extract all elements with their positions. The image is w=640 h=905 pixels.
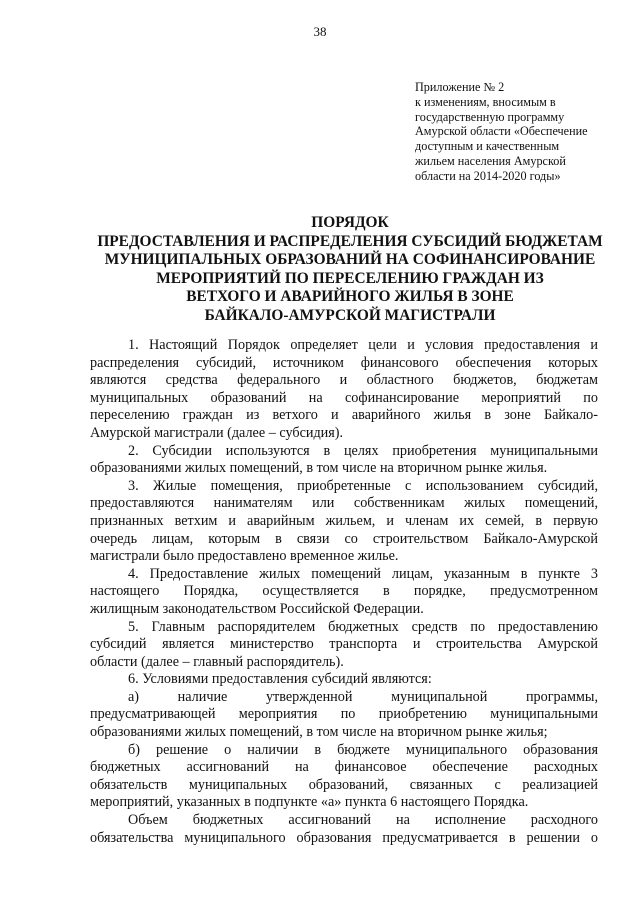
appendix-line: Приложение № 2 (415, 80, 505, 94)
title-line: БАЙКАЛО-АМУРСКОЙ МАГИСТРАЛИ (204, 306, 496, 324)
appendix-note (415, 80, 605, 184)
appendix-line: к изменениям, вносимым в (415, 94, 556, 109)
appendix-line: Амурской области «Обеспечение (415, 124, 588, 139)
body-line: признанных ветхим и аварийным жильем, и членам их семей, в первую (90, 512, 598, 529)
title-line: МЕРОПРИЯТИЙ ПО ПЕРЕСЕЛЕНИЮ ГРАЖДАН ИЗ (156, 269, 544, 287)
title-line: ВЕТХОГО И АВАРИЙНОГО ЖИЛЬЯ В ЗОНЕ (186, 288, 514, 306)
body-line: а) наличие утвержденной муниципальной программы, (128, 688, 598, 705)
body-line: 6. Условиями предоставления субсидий являются: (128, 671, 432, 688)
body-line: образованиями жилых помещений, в том числе на вторичном рынке жилья. (90, 460, 548, 477)
page-number: 38 (313, 24, 327, 39)
body-line: магистрали было предоставлено временное жилье. (90, 548, 399, 565)
body-line: б) решение о наличии в бюджете муниципального образования (128, 741, 598, 758)
document-title (60, 214, 640, 326)
appendix-line: жильем населения Амурской (415, 153, 566, 168)
appendix-line: доступным и качественным (415, 139, 560, 154)
appendix-line: государственную программу (415, 109, 565, 124)
body-line: 3. Жилые помещения, приобретенные с использованием субсидий, (128, 477, 598, 494)
body-line: являются средства федерального и областного бюджетов, бюджетам (90, 372, 598, 389)
body-line: Объем бюджетных ассигнований на исполнение расходного (128, 812, 598, 829)
body-line: 5. Главным распорядителем бюджетных средств по предоставлению (128, 618, 598, 635)
body-line: субсидий является министерство транспорта и строительства Амурской (90, 636, 598, 653)
appendix-line: области на 2014-2020 годы» (415, 168, 561, 183)
body-line: обязательства муниципального образования предусматривается в решении о (90, 829, 598, 846)
body-line: 2. Субсидии используются в целях приобретения муниципальными (128, 442, 598, 459)
body-line: 1. Настоящий Порядок определяет цели и условия предоставления и (128, 337, 598, 353)
body-line: очередь лицам, которым в связи со строительством Байкало-Амурской (90, 530, 598, 547)
body-line: Амурской магистрали (далее – субсидия). (90, 424, 344, 441)
title-line: ПОРЯДОК (311, 214, 389, 231)
body-line: муниципальных образований на софинансирование мероприятий по (90, 389, 598, 406)
body-line: предусматривающей мероприятия по приобретению муниципальными (90, 706, 598, 723)
body-line: области (далее – главный распорядитель). (90, 653, 344, 670)
body-line: 4. Предоставление жилых помещений лицам, указанным в пункте 3 (128, 565, 598, 582)
title-line: ПРЕДОСТАВЛЕНИЯ И РАСПРЕДЕЛЕНИЯ СУБСИДИЙ БЮДЖЕТАМ (97, 232, 603, 250)
body-line: предоставляются нанимателям или собственникам жилых помещений, (90, 495, 598, 512)
body-line: бюджетных ассигнований на финансовое обеспечение расходных (90, 759, 598, 776)
body-line: образованиями жилых помещений, в том числе на вторичном рынке жилья; (90, 724, 548, 741)
body-line: жилищным законодательством Российской Федерации. (90, 600, 424, 617)
body-line: мероприятий, указанных в подпункте «а» пункта 6 настоящего Порядка. (90, 794, 529, 811)
title-line: МУНИЦИПАЛЬНЫХ ОБРАЗОВАНИЙ НА СОФИНАНСИРОВАНИЕ (104, 251, 596, 269)
body-line: настоящего Порядка, осуществляется в порядке, предусмотренном (90, 583, 598, 600)
document-body (90, 337, 598, 847)
body-line: обязательств муниципальных образований, связанных с реализацией (90, 776, 598, 793)
body-line: распределения субсидий, источником финансового обеспечения которых (90, 354, 598, 371)
body-line: переселению граждан из ветхого и аварийного жилья в зоне Байкало- (90, 407, 598, 424)
